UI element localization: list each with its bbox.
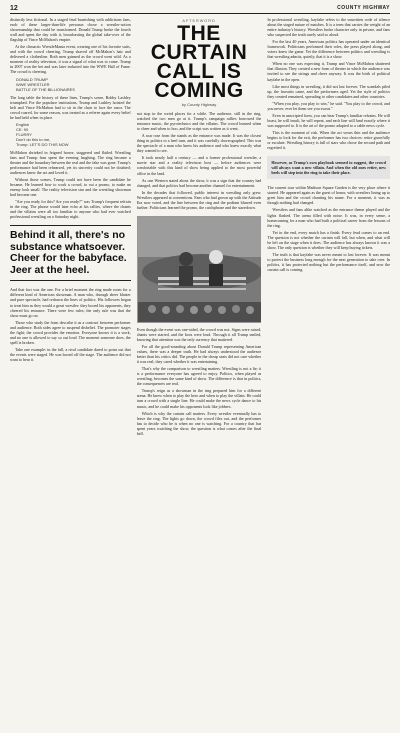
body-paragraph: And that fact was the one. For a brief moment the ring made room for a different kind of American showman. A man who, through sheer bluster and pure spectacle, had redrawn the lines of politics. His followers began to treat him as they would a great wrestler: they booed his opponents, they cheered his entrance. There were few rules; the only rule was that the show must go on. (10, 287, 131, 318)
body-paragraph: Which is why the curtain call matters. Every wrestler eventually has to leave the ring. The lights go down, the crowd files out, and the performer has to decide who he is when no one is watching. For a country that has spent years watching the show, the question is what comes after the final bell. (136, 410, 262, 436)
body-paragraph: At the climactic WrestleMania event, wearing one of his favorite suits, and with the crowd cheering, Trump shaved off McMahon's hair and delivered a clothesline. Both men grinned as the crowd went wild. As a moment of reality television, it was a signal of what was to come. Trump in 2007 won the bet and was later inducted into the WWE Hall of Fame. The crowd is cheering. (10, 44, 131, 75)
body-paragraph: Take one example: in the fall, a rival candidate dared to point out that the events were staged. He was booed off the stage. The audience did not want to hear it. (10, 346, 131, 362)
column-right (267, 17, 390, 729)
body-paragraph: distinctly less fictional. In a staged feud burnishing with addictions fans, each of these larger-than-life personas chose a wrestler-action showmanship that could be transformed. Donald Trump broke the fourth wall and spent the day with it, broadcasting the global take-over of the flagship of Vince McMahon's empire. (10, 17, 131, 43)
column-middle (137, 17, 262, 729)
body-paragraph: For all the good-sounding about Donald Trump representing American values, there was a deeper truth. He had always understood the audience better than his critics did. The people in the cheap seats did not care whether it was real; they cared whether it was entertaining. (136, 343, 262, 365)
body-paragraph: "When you play, you play to win," he said. "You play to the crowd, and you never, ever let them see you sweat." (267, 100, 390, 111)
body-paragraph: Wrestlers and fans alike watched as the entrance theme played and the lights flashed. The arena filled with noise. It was, in every sense, a homecoming for a man who had built a political career from the lessons of the ring. (267, 207, 390, 228)
dialogue-block (16, 77, 131, 92)
body-paragraph: In professional wrestling, kayfabe refers to the unwritten code of silence about the staged nature of matches. It is a term that carries the weight of an entire industry's history. Wrestlers broke character only in private, and fans who suspected the truth rarely said so aloud. (267, 17, 390, 38)
body-paragraph: Without those scenes, Trump could not have been the candidate he became. He learned how to work a crowd, to cut a promo, to make an enemy look small. The reality television star and the wrestling showman had become one. (10, 176, 131, 198)
body-paragraph: A roar rose from the stands as the entrance was made. It was the closest thing in politics to a heel turn, and it was carefully choreographed. This was the spectacle of a man who knew his audience and who knew exactly what they wanted to see. (136, 133, 262, 154)
body-paragraph: In the decades that followed, public interest in wrestling only grew. Wrestlers appeared at conventions. Fans who had grown up with the Attitude Era now voted, and the line between the ring and the podium blurred even further. Politicians learned the promo, the catchphrase and the staredown. (136, 189, 262, 210)
body-paragraph: not stop in the weird places for a while. The audience, still in the ring, watched the two men go at it. Trump's campaign rallies borrowed the entrance music, the pyrotechnics and the villains. The crowd learned when to cheer and when to boo, and the script was written as it went. (136, 111, 262, 132)
dialogue-line: English (16, 121, 30, 127)
dialogue-line: Don't do this to me, (16, 136, 51, 142)
highlight-box (267, 156, 390, 179)
body-paragraph: That's why the comparison to wrestling matters. Wrestling is not a lie; it is a performance everyone has agreed to enjoy. Politics, when played as wrestling, becomes the same kind of show. The difference is that in politics, the consequences are real. (136, 366, 262, 387)
body-paragraph: The current tour within Madison Square Garden is the very place where it started. He appeared again as the guest of honor, with wrestlers lining up to greet him and the crowd chanting his name. For a moment, it was as though nothing had changed. (267, 185, 390, 206)
header-rule (10, 13, 390, 14)
body-paragraph: Even in unscripted form, you can hear Trump's familiar refrains. He will boast, he will insult, he will repeat, and each line will land exactly where it was supposed to. It is the art of the promo adapted to a cable news cycle. (267, 112, 390, 128)
dialogue-line: BATTLE OF THE BILLIONAIRES (16, 86, 75, 92)
dialogue-line: CE: 90 (16, 126, 29, 132)
body-paragraph: McMahon shrieked in feigned horror, staggered and flailed. Wrestling fans and Trump fans spent the evening laughing. The ring became a theater and the boundary between the real and the fake was gone. Trump's performance had been rehearsed, yet its sincerity could not be doubted; audiences knew the act and loved it. (10, 149, 131, 175)
dialogue-line: WWE WRESTLER (16, 81, 50, 87)
body-paragraph: This is the moment of risk. When the act wears thin and the audience begins to look for the exit, the performer has two choices: retire gracefully or escalate. Wrestling history is full of stars who chose the second path and regretted it. (267, 129, 390, 151)
photo-illustration (138, 217, 262, 322)
article-columns (10, 17, 390, 729)
article-headline: THE CURTAIN CALL IS COMING (150, 22, 248, 102)
dialogue-line: FLURRY (16, 131, 32, 137)
body-paragraph: "Are you ready for this? Are you ready?" was Trump's frequent refrain in the ring. The phrase would later echo at his rallies, where the chants and the villains were all too familiar to anyone who had ever watched professional wrestling on a Saturday night. (10, 199, 131, 220)
column-left (10, 17, 131, 729)
pull-quote: Behind it all, there's no substance whatsoever. Cheer for the babyface. Jeer at the heel. (10, 225, 131, 281)
dialogue-line: DONALD TRUMP (16, 76, 48, 82)
article-photo (137, 216, 262, 323)
body-paragraph: It took nearly half a century — and a former professional wrestler, a movie star and a reality television host — before audiences were comfortable with this kind of show being applied to the most powerful office in the land. (136, 155, 262, 176)
page-number: 12 (10, 4, 18, 12)
article-byline: by County Highway (181, 102, 217, 107)
article-kicker: AFTERWORD (182, 19, 216, 23)
dialogue-block (16, 122, 131, 147)
body-paragraph: Trump's reign as a showman in the ring prepared him for a different arena. He knew when to play the hero and when to play the villain. He could turn a crowd with a single line. He could make the news cycle dance to his music, and he could make his opponents look like jobbers. (136, 388, 262, 409)
body-paragraph: As one Western stated about the show, it was a sign that the country had changed, and that politics had become another channel for entertainment. (136, 177, 262, 188)
highlight-text: However, as Trump's own playbook seemed to suggest, the crowd will always want a new villain. And when the old ones retire, new heels will step into the ring to take their place. (271, 160, 386, 176)
body-paragraph: Yet in the end, every match has a finish. Every feud comes to an end. The question is not whether the curtain will fall, but when, and what will be left on the stage when it does. The audience has always known it was a show. The only question is whether they will keep buying tickets. (267, 229, 390, 250)
body-paragraph: Those who study the form describe it as a contract between performer and audience. Both sides agree to suspend disbelief. The promoter stages the fight; the crowd provides the emotion. Everyone knows it is a work, and no one is allowed to say so out loud. The moment someone does, the spell is broken. (10, 319, 131, 345)
body-paragraph: When no one was expecting it, Trump and Vince McMahon shattered that illusion. They created a new form of theater in which the audience was invited to see the strings and cheer anyway. It was the birth of political kayfabe in the open. (267, 61, 390, 82)
body-paragraph: Like most things in wrestling, it did not last forever. The scandals piled up, the lawsuits came, and the performers aged. Yet the style of politics they created remained, spreading to other candidates and other countries. (267, 83, 390, 99)
body-paragraph: Even though the event was one-sided, the crowd was not. Signs were raised, chants were started, and the boos were loud. Through it all Trump smiled, knowing that attention was the only currency that mattered. (136, 326, 262, 342)
body-paragraph: For the last 40 years, American politics has operated under an identical framework. Politicians performed their roles, the press played along, and voters knew the game. Yet the difference between politics and wrestling is that wrestling admits, quietly, that it is a show. (267, 39, 390, 60)
body-paragraph: The truth is that kayfabe was never meant to last forever. It was meant to protect the business long enough for the next generation to take over. In politics, it has protected nothing but the performance itself, and now the curtain call is coming. (267, 251, 390, 272)
section-name: COUNTY HIGHWAY (337, 5, 390, 11)
body-paragraph: The long table the history of these lines, Trump's scene, Bobby Lashley triumphed. For the populace institutions, Trump and Lashley hoisted the belt and Vince McMahon had to sit in the chair to face the razor. The crowd roared, for some reason, was treated as a referee again every belief he had held when in place. (10, 94, 131, 120)
dialogue-line: Trump: LET'S DO THIS NOW (16, 141, 69, 147)
page-header (10, 4, 390, 12)
